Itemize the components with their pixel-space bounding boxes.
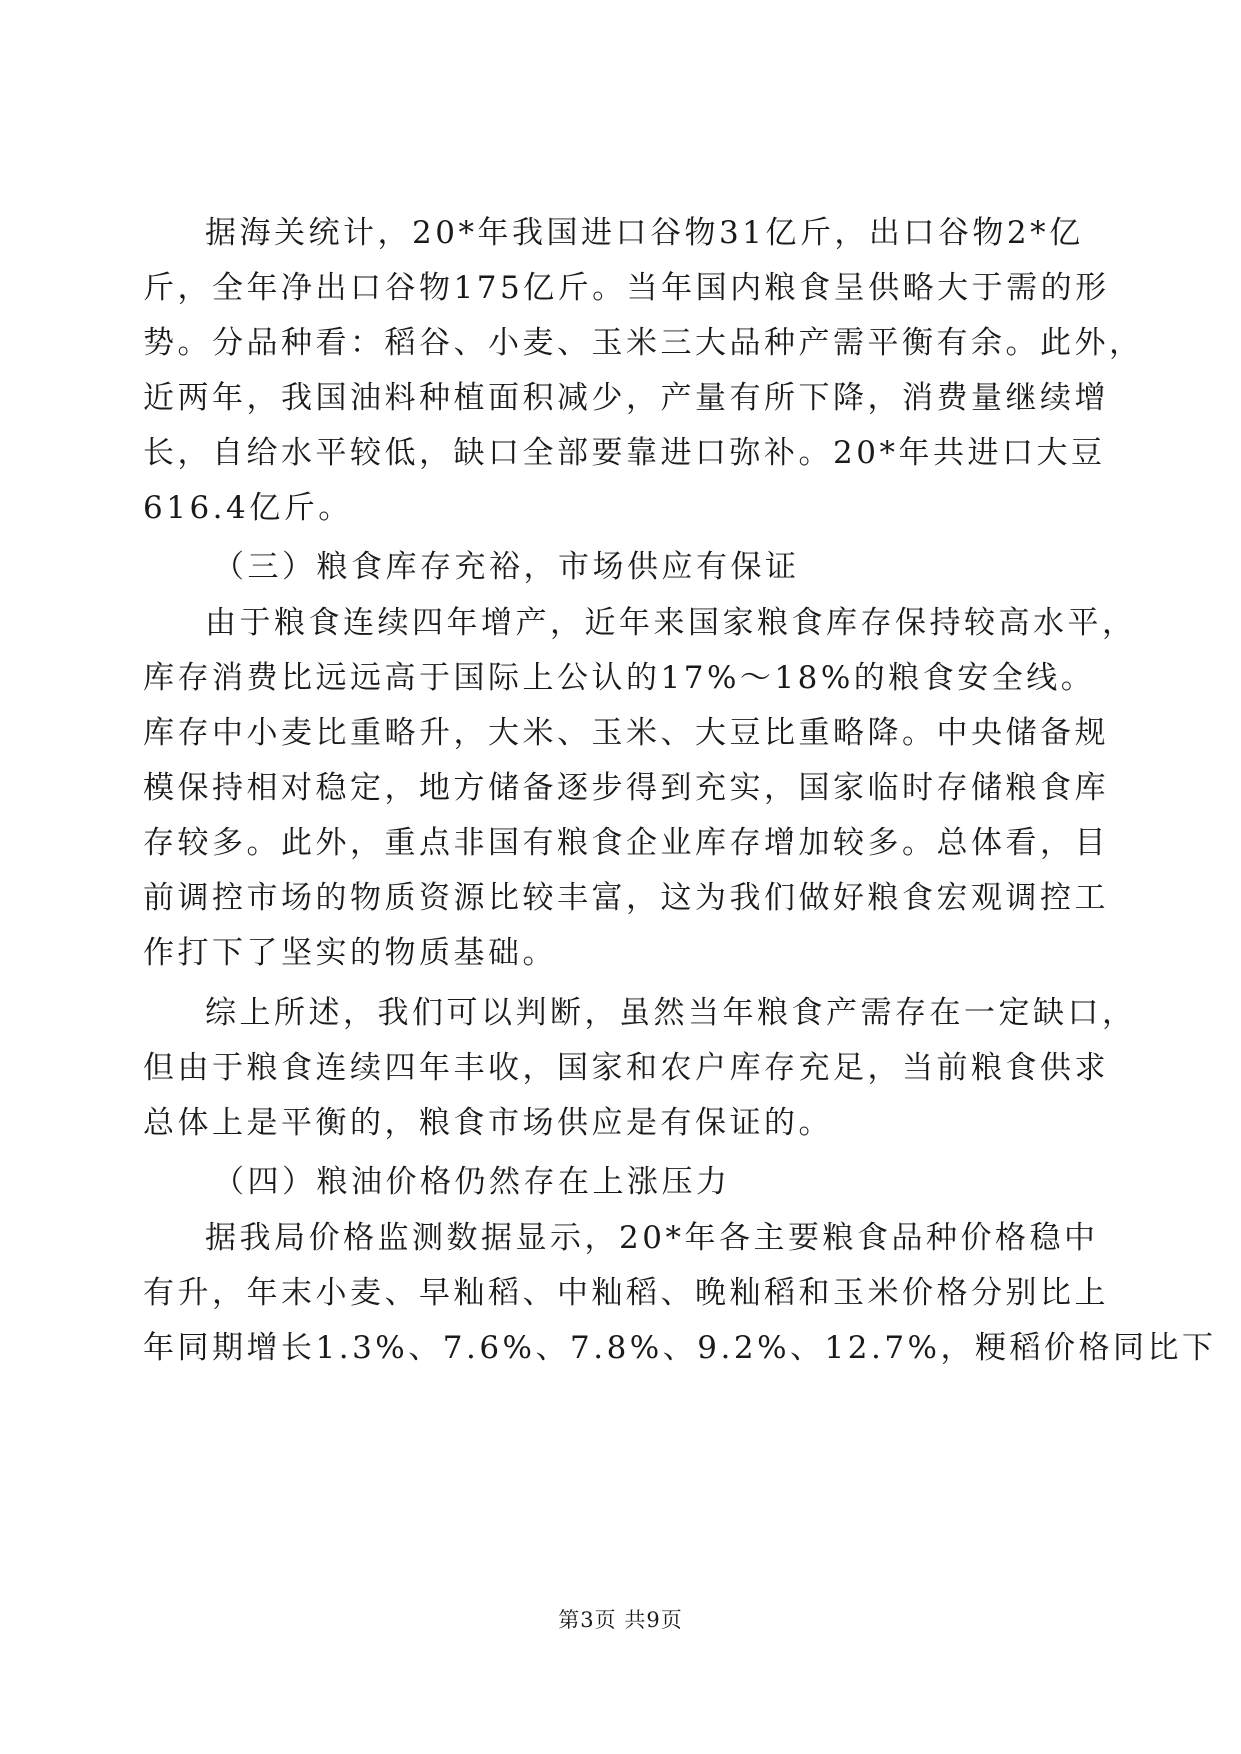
body-text-line: 长，自给水平较低，缺口全部要靠进口弥补。20*年共进口大豆 bbox=[143, 435, 1106, 471]
body-text-line: 据海关统计，20*年我国进口谷物31亿斤，出口谷物2*亿 bbox=[205, 215, 1084, 251]
body-text-line: 库存消费比远远高于国际上公认的17%～18%的粮食安全线。 bbox=[143, 660, 1096, 696]
body-text-line: 综上所述，我们可以判断，虽然当年粮食产需存在一定缺口， bbox=[205, 995, 1137, 1031]
body-text-line: 存较多。此外，重点非国有粮食企业库存增加较多。总体看，目 bbox=[143, 825, 1109, 861]
section-heading: （四）粮油价格仍然存在上涨压力 bbox=[213, 1164, 731, 1200]
body-text-line: 616.4亿斤。 bbox=[143, 490, 353, 526]
body-text-line: 年同期增长1.3%、7.6%、7.8%、9.2%、12.7%，粳稻价格同比下 bbox=[143, 1330, 1217, 1366]
body-text-line: 势。分品种看：稻谷、小麦、玉米三大品种产需平衡有余。此外， bbox=[143, 325, 1144, 361]
body-text-line: 斤，全年净出口谷物175亿斤。当年国内粮食呈供略大于需的形 bbox=[143, 270, 1110, 306]
body-text-line: 模保持相对稳定，地方储备逐步得到充实，国家临时存储粮食库 bbox=[143, 770, 1109, 806]
body-text-line: 库存中小麦比重略升，大米、玉米、大豆比重略降。中央储备规 bbox=[143, 715, 1109, 751]
body-text-line: 有升，年末小麦、早籼稻、中籼稻、晚籼稻和玉米价格分别比上 bbox=[143, 1275, 1109, 1311]
body-text-line: 前调控市场的物质资源比较丰富，这为我们做好粮食宏观调控工 bbox=[143, 880, 1109, 916]
body-text-line: 但由于粮食连续四年丰收，国家和农户库存充足，当前粮食供求 bbox=[143, 1050, 1109, 1086]
body-text-line: 由于粮食连续四年增产，近年来国家粮食库存保持较高水平， bbox=[205, 605, 1137, 641]
body-text-line: 作打下了坚实的物质基础。 bbox=[143, 935, 557, 971]
page-footer: 第3页 共9页 bbox=[558, 1608, 683, 1632]
body-text-line: 总体上是平衡的，粮食市场供应是有保证的。 bbox=[143, 1105, 833, 1141]
body-text-line: 据我局价格监测数据显示，20*年各主要粮食品种价格稳中 bbox=[205, 1220, 1099, 1256]
section-heading: （三）粮食库存充裕，市场供应有保证 bbox=[213, 549, 800, 585]
body-text-line: 近两年，我国油料种植面积减少，产量有所下降，消费量继续增 bbox=[143, 380, 1109, 416]
